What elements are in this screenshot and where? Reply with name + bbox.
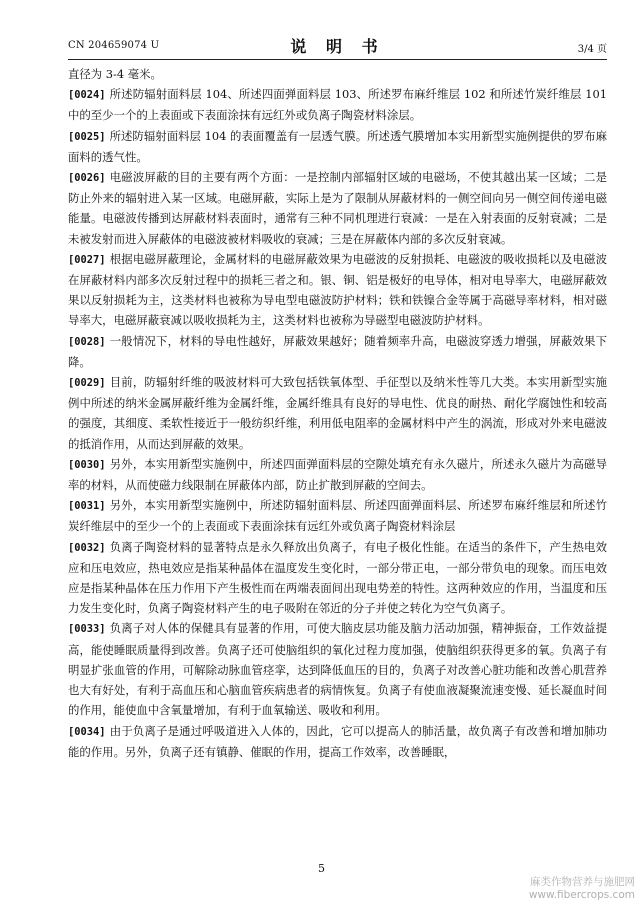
paragraph-number: [0030] xyxy=(68,458,106,471)
paragraph-0032 xyxy=(68,537,607,619)
paragraph-0027 xyxy=(68,249,607,331)
paragraph-0034 xyxy=(68,721,607,762)
paragraph-number: [0027] xyxy=(68,253,106,266)
patent-number: CN 204659074 U xyxy=(68,40,160,51)
page-indicator: 3/4 页 xyxy=(577,44,607,55)
paragraph-number: [0029] xyxy=(68,377,106,390)
paragraph-text: 另外，本实用新型实施例中，所述防辐射面料层、所述四面弹面料层、所述罗布麻纤维层和所述竹炭纤维层中的至少一个的上表面或下表面涂抹有远红外或负离子陶瓷材料涂层 xyxy=(68,498,607,534)
paragraph-number: [0024] xyxy=(68,89,106,102)
paragraph-continuation xyxy=(68,64,607,84)
watermark-site-url: www.fibercrops.com xyxy=(528,889,635,901)
site-watermark xyxy=(529,876,635,902)
page-header xyxy=(68,34,607,56)
paragraph-0028 xyxy=(68,331,607,372)
paragraph-text: 负离子陶瓷材料的显著特点是永久释放出负离子，有电子极化性能。在适当的条件下，产生热电效应和压电效应，热电效应是指某种晶体在温度发生变化时，一部分带正电，一部分带负电的现象。而压电效应是指某种晶体在压力作用下产生极性而在两端表面间出现电势差的特性。这两种效应的作用，当温度和压力发生变化时，负离子陶瓷材料产生的电子吸附在邻近的分子并使之转化为空气负离子。 xyxy=(68,539,607,616)
paragraph-text: 一般情况下，材料的导电性越好，屏蔽效果越好；随着频率升高，电磁波穿透力增强，屏蔽效果下降。 xyxy=(68,333,607,369)
header-divider xyxy=(68,59,607,60)
document-title: 说 明 书 xyxy=(290,37,385,56)
paragraph-0030 xyxy=(68,454,607,495)
paragraph-number: [0032] xyxy=(68,541,106,554)
paragraph-text: 电磁波屏蔽的目的主要有两个方面：一是控制内部辐射区域的电磁场，不使其越出某一区域；二是防止外来的辐射进入某一区域。电磁屏蔽，实际上是为了限制从屏蔽材料的一侧空间向另一侧空间传递电磁能量。电磁波传播到达屏蔽材料表面时，通常有三种不同机理进行衰减：一是在入射表面的反射衰减；二是未被发射而进入屏蔽体的电磁波被材料吸收的衰减；三是在屏蔽体内部的多次反射衰减。 xyxy=(68,170,607,246)
paragraph-text: 所述防辐射面料层 104 的表面覆盖有一层透气膜。所述透气膜增加本实用新型实施例提供的罗布麻面料的透气性。 xyxy=(68,128,607,164)
paragraph-0031 xyxy=(68,495,607,536)
paragraph-text: 所述防辐射面料层 104、所述四面弹面料层 103、所述罗布麻纤维层 102 和所述竹炭纤维层 101 中的至少一个的上表面或下表面涂抹有远红外或负离子陶瓷材料涂层。 xyxy=(68,87,607,123)
watermark-site-name: 麻类作物营养与施肥网 xyxy=(530,876,635,888)
paragraph-number: [0034] xyxy=(68,725,106,738)
paragraph-number: [0031] xyxy=(68,500,106,513)
paragraph-text: 另外，本实用新型实施例中，所述四面弹面料层的空隙处填充有永久磁片，所述永久磁片为高磁导率的材料，从而使磁力线限制在屏蔽体内部，防止扩散到屏蔽的空间去。 xyxy=(68,456,607,493)
paragraph-text: 直径为 3-4 毫米。 xyxy=(68,67,162,81)
paragraph-number: [0028] xyxy=(68,335,106,348)
paragraph-number: [0026] xyxy=(68,172,106,185)
description-body xyxy=(68,64,607,762)
paragraph-0026 xyxy=(68,167,607,249)
paragraph-number: [0033] xyxy=(68,623,106,636)
page-number: 5 xyxy=(318,862,325,875)
paragraph-0024 xyxy=(68,84,607,125)
paragraph-0033 xyxy=(68,618,607,720)
paragraph-0025 xyxy=(68,126,607,167)
paragraph-0029 xyxy=(68,372,607,454)
paragraph-text: 根据电磁屏蔽理论，金属材料的电磁屏蔽效果为电磁波的反射损耗、电磁波的吸收损耗以及电磁波在屏蔽材料内部多次反射过程中的损耗三者之和。银、铜、铝是极好的电导体，相对电导率大，电磁屏蔽效果以反射损耗为主，这类材料也被称为导电型电磁波防护材料；铁和铁镍合金等属于高磁导率材料，相对磁导率大，电磁屏蔽衰减以吸收损耗为主，这类材料也被称为导磁型电磁波防护材料。 xyxy=(68,251,607,328)
paragraph-text: 由于负离子是通过呼吸道进入人体的，因此，它可以提高人的肺活量，故负离子有改善和增加肺功能的作用。另外，负离子还有镇静、催眠的作用，提高工作效率，改善睡眠， xyxy=(68,723,607,759)
paragraph-text: 负离子对人体的保健具有显著的作用，可使大脑皮层功能及脑力活动加强，精神振奋，工作效益提高，能使睡眠质量得到改善。负离子还可使脑组织的氧化过程力度加强，使脑组织获得更多的氧。负离子有明显扩张血管的作用，可解除动脉血管痉挛，达到降低血压的目的，负离子对改善心脏功能和改善心肌营养也大有好处，有利于高血压和心脑血管疾病患者的病情恢复。负离子有使血液凝聚流速变慢、延长凝血时间的作用，能使血中含氧量增加，有利于血氧输送、吸收和利用。 xyxy=(68,621,607,718)
paragraph-text: 目前，防辐射纤维的吸波材料可大致包括铁氧体型、手征型以及纳米性等几大类。本实用新型实施例中所述的纳米金属屏蔽纤维为金属纤维，金属纤维具有良好的导电性、优良的耐热、耐化学腐蚀性和较高的强度，其细度、柔软性接近于一般纺织纤维，利用低电阻率的金属材料中产生的涡流，形成对外来电磁波的抵消作用，从而达到屏蔽的效果。 xyxy=(68,375,607,451)
paragraph-number: [0025] xyxy=(68,130,106,143)
